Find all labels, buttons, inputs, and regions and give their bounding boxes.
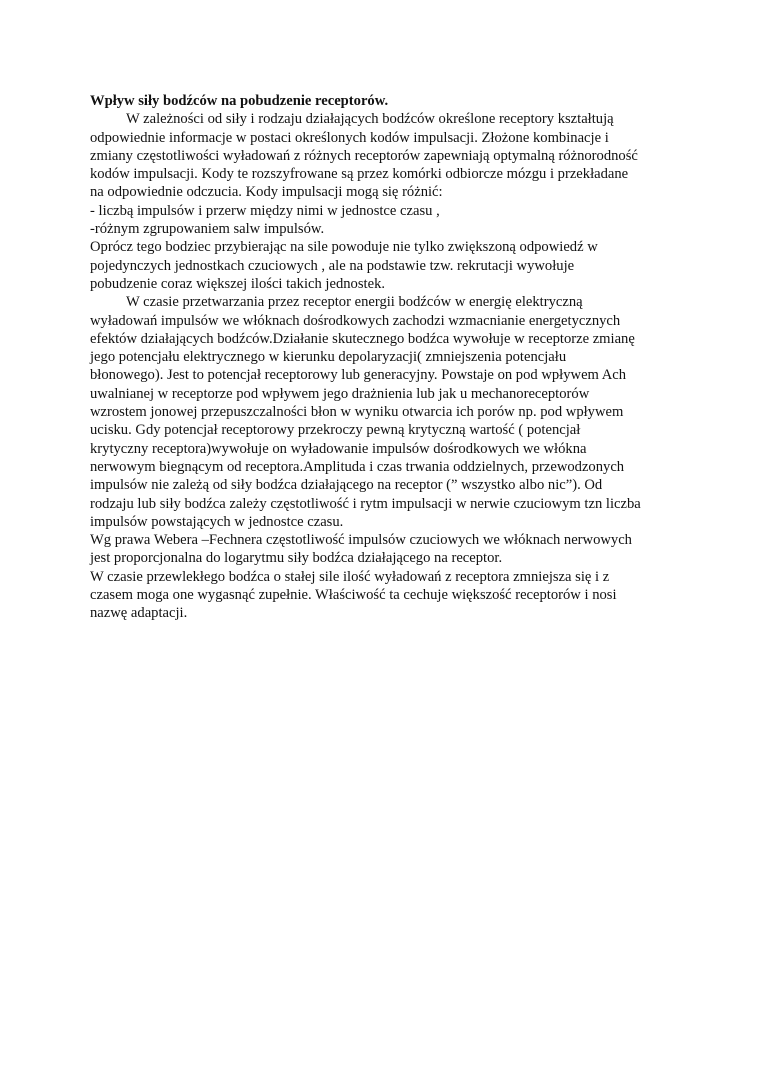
text-line: kodów impulsacji. Kody te rozszyfrowane są przez komórki odbiorcze mózgu i przekładane <box>90 166 629 183</box>
text-line: jego potencjału elektrycznego w kierunku depolaryzacji( zmniejszenia potencjału <box>90 349 567 366</box>
document-body <box>90 92 680 623</box>
text-line: nazwę adaptacji. <box>90 605 188 622</box>
text-line: nerwowym biegnącym od receptora.Amplituda i czas trwania oddzielnych, przewodzonych <box>90 458 625 475</box>
text-line: W czasie przewlekłego bodźca o stałej sile ilość wyładowań z receptora zmniejsza się i z <box>90 568 610 585</box>
text-line: impulsów powstających w jednostce czasu. <box>90 513 344 530</box>
text-line: krytyczny receptora)wywołuje on wyładowanie impulsów dośrodkowych we włókna <box>90 440 587 457</box>
text-line: pojedynczych jednostkach czuciowych , ale na podstawie tzw. rekrutacji wywołuje <box>90 257 575 274</box>
text-line: ucisku. Gdy potencjał receptorowy przekroczy pewną krytyczną wartość ( potencjał <box>90 422 581 439</box>
text-line: wyładowań impulsów we włóknach dośrodkowych zachodzi wzmacnianie energetycznych <box>90 312 621 329</box>
text-line: jest proporcjonalna do logarytmu siły bodźca działającego na receptor. <box>90 550 503 567</box>
document-title: Wpływ siły bodźców na pobudzenie receptorów. <box>90 93 389 109</box>
text-line: odpowiednie informacje w postaci określonych kodów impulsacji. Złożone kombinacje i <box>90 129 609 146</box>
text-line: na odpowiednie odczucia. Kody impulsacji mogą się różnić: <box>90 184 443 201</box>
text-line: W zależności od siły i rodzaju działających bodźców określone receptory kształtują <box>126 111 614 128</box>
text-line: Oprócz tego bodziec przybierając na sile powoduje nie tylko zwiększoną odpowiedź w <box>90 239 598 256</box>
text-line: zmiany częstotliwości wyładowań z różnych receptorów zapewniają optymalną różnorodność <box>90 147 638 164</box>
text-line: rodzaju lub siły bodźca zależy częstotliwość i rytm impulsacji w nerwie czuciowym tzn liczba <box>90 495 641 512</box>
text-line: impulsów nie zależą od siły bodźca działającego na receptor (” wszystko albo nic”). Od <box>90 477 603 494</box>
text-line: efektów działających bodźców.Działanie skutecznego bodźca wywołuje w receptorze zmianę <box>90 330 635 347</box>
text-line: W czasie przetwarzania przez receptor energii bodźców w energię elektryczną <box>126 294 583 311</box>
text-line: Wg prawa Webera –Fechnera częstotliwość impulsów czuciowych we włóknach nerwowych <box>90 532 632 549</box>
text-line: błonowego). Jest to potencjał receptorowy lub generacyjny. Powstaje on pod wpływem Ach <box>90 367 627 384</box>
text-line: wzrostem jonowej przepuszczalności błon w wyniku otwarcia ich porów np. pod wpływem <box>90 404 624 421</box>
text-line: pobudzenie coraz większej ilości takich jednostek. <box>90 275 386 292</box>
text-line: uwalnianej w receptorze pod wpływem jego drażnienia lub jak u mechanoreceptorów <box>90 385 590 402</box>
list-item-line: - liczbą impulsów i przerw między nimi w jednostce czasu , <box>90 202 440 219</box>
text-line: czasem moga one wygasnąć zupełnie. Właściwość ta cechuje większość receptorów i nosi <box>90 587 617 604</box>
list-item-line: -różnym zgrupowaniem salw impulsów. <box>90 221 325 238</box>
